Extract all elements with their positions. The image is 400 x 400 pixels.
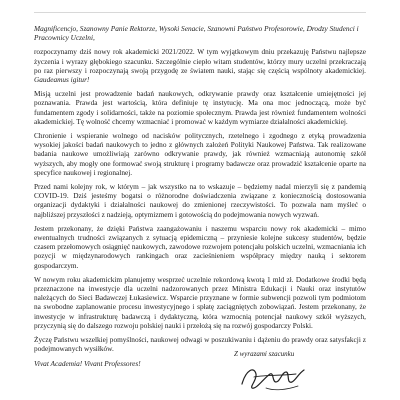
paragraph-funding: W nowym roku akademickim planujemy wesprzeć uczelnie rekordową kwotą 1 mld zł. Dodatkowe środki będą przeznaczone na inwestycje dla uczelni nadzorowanych przez Ministra Edukacji i Nauki oraz instytutów należących do Sieci Badawczej Łukasiewicz. Wsparcie przyznane w formie subwencji pozwoli tym podmiotom na swobodne zaplanowanie procesu inwestycyjnego i spłatę zaciągniętych zobowiązań. Jestem przekonany, że inwestycje w infrastrukturę badawczą i dydaktyczną, która wzmocnią potencjał naukowy szkół wyższych, przyczynią się do dalszego rozwoju polskiej nauki i przełożą się na rozwój gospodarczy Polski. (34, 274, 366, 330)
handwritten-signature (236, 360, 310, 394)
signature-block (226, 350, 346, 394)
greeting: Magnificencjo, Szanowny Panie Rektorze, Wysoki Senacie, Szanowni Państwo Profesorowie, Drodzy Studenci i Pracownicy Uczelni, (34, 24, 359, 43)
paragraph-opening-text: rozpoczynamy dziś nowy rok akademicki 2021/2022. W tym wyjątkowym dniu przekazuję Państwu najlepsze życzenia i wyrazy głębokiego szacunku. Szczególnie ciepło witam studentów, którzy mury uczelni przekraczają po raz pierwszy i rozpoczynają swoją przygodę ze światem nauki, stając się częścią wspólnoty akademickiej. (34, 47, 366, 75)
closing-wish: Życzę Państwu wszelkiej pomyślności, naukowej odwagi w poszukiwaniu i dążeniu do prawdy oraz satysfakcji z podejmowanych wysiłków. (34, 335, 366, 354)
closing-motto: Vivat Academia! Vivant Professores! (34, 358, 141, 368)
regards-line: Z wyrazami szacunku (234, 350, 295, 358)
paragraph-success: Jestem przekonany, że dzięki Państwa zaangażowaniu i naszemu wsparciu nowy rok akademicki – mimo ewentualnych trudności związanych z sytuacją epidemiczną – przyniesie kolejne sukcesy studentów, będzie czasem przełomowych osiągnięć naukowych, zawodowe rozwojem potencjału polskich uczelni, wzmacniania ich pozycji w międzynarodowych rankingach oraz zacieśnieniem współpracy między nauką i sektorem gospodarczym. (34, 223, 366, 270)
paragraph-mission: Misją uczelni jest prowadzenie badań naukowych, odkrywanie prawdy oraz kształcenie umiejętności jej poznawania. Prawda jest wartością, która definiuje tę instytucję. Ma ona moc jednoczącą, może być fundamentem zgody i solidarności, także na poziomie społecznym. Prawda jest również fundamentem wolności akademickiej. Tę wolność chcemy wzmacniać i promować w każdym wymiarze działalności akademickiej. (34, 89, 366, 126)
header-divider (34, 12, 366, 13)
paragraph-freedom: Chronienie i wspieranie wolnego od nacisków politycznych, rzetelnego i zgodnego z etyką prowadzenia wysokiej jakości badań naukowych to jedno z głównych założeń Polityki Naukowej Państwa. Tak realizowane badania naukowe umożliwiają zarówno odkrywanie prawdy, jak również wzmacniają autonomię szkół wyższych, aby mogły one formować swoją strukturę i programy badawcze oraz prowadzić kształcenie oparte na specyfice naukowej i regionalnej. (34, 131, 366, 177)
paragraph-pandemic: Przed nami kolejny rok, w którym – jak wszystko na to wskazuje – będziemy nadal mierzyli się z pandemią COVID-19. Dziś jesteśmy bogatsi o różnorodne doświadczenia związane z koniecznością dostosowania organizacji dydaktyki i działalności naukowej do zmienionej rzeczywistości. To pozwala nam myśleć o najbliższej przyszłości z nadzieją, optymizmem i gotowością do podejmowania nowych wyzwań. (34, 182, 366, 219)
gaudeamus-motto: Gaudeamus igitur! (34, 75, 90, 85)
paragraph-opening (34, 47, 366, 84)
